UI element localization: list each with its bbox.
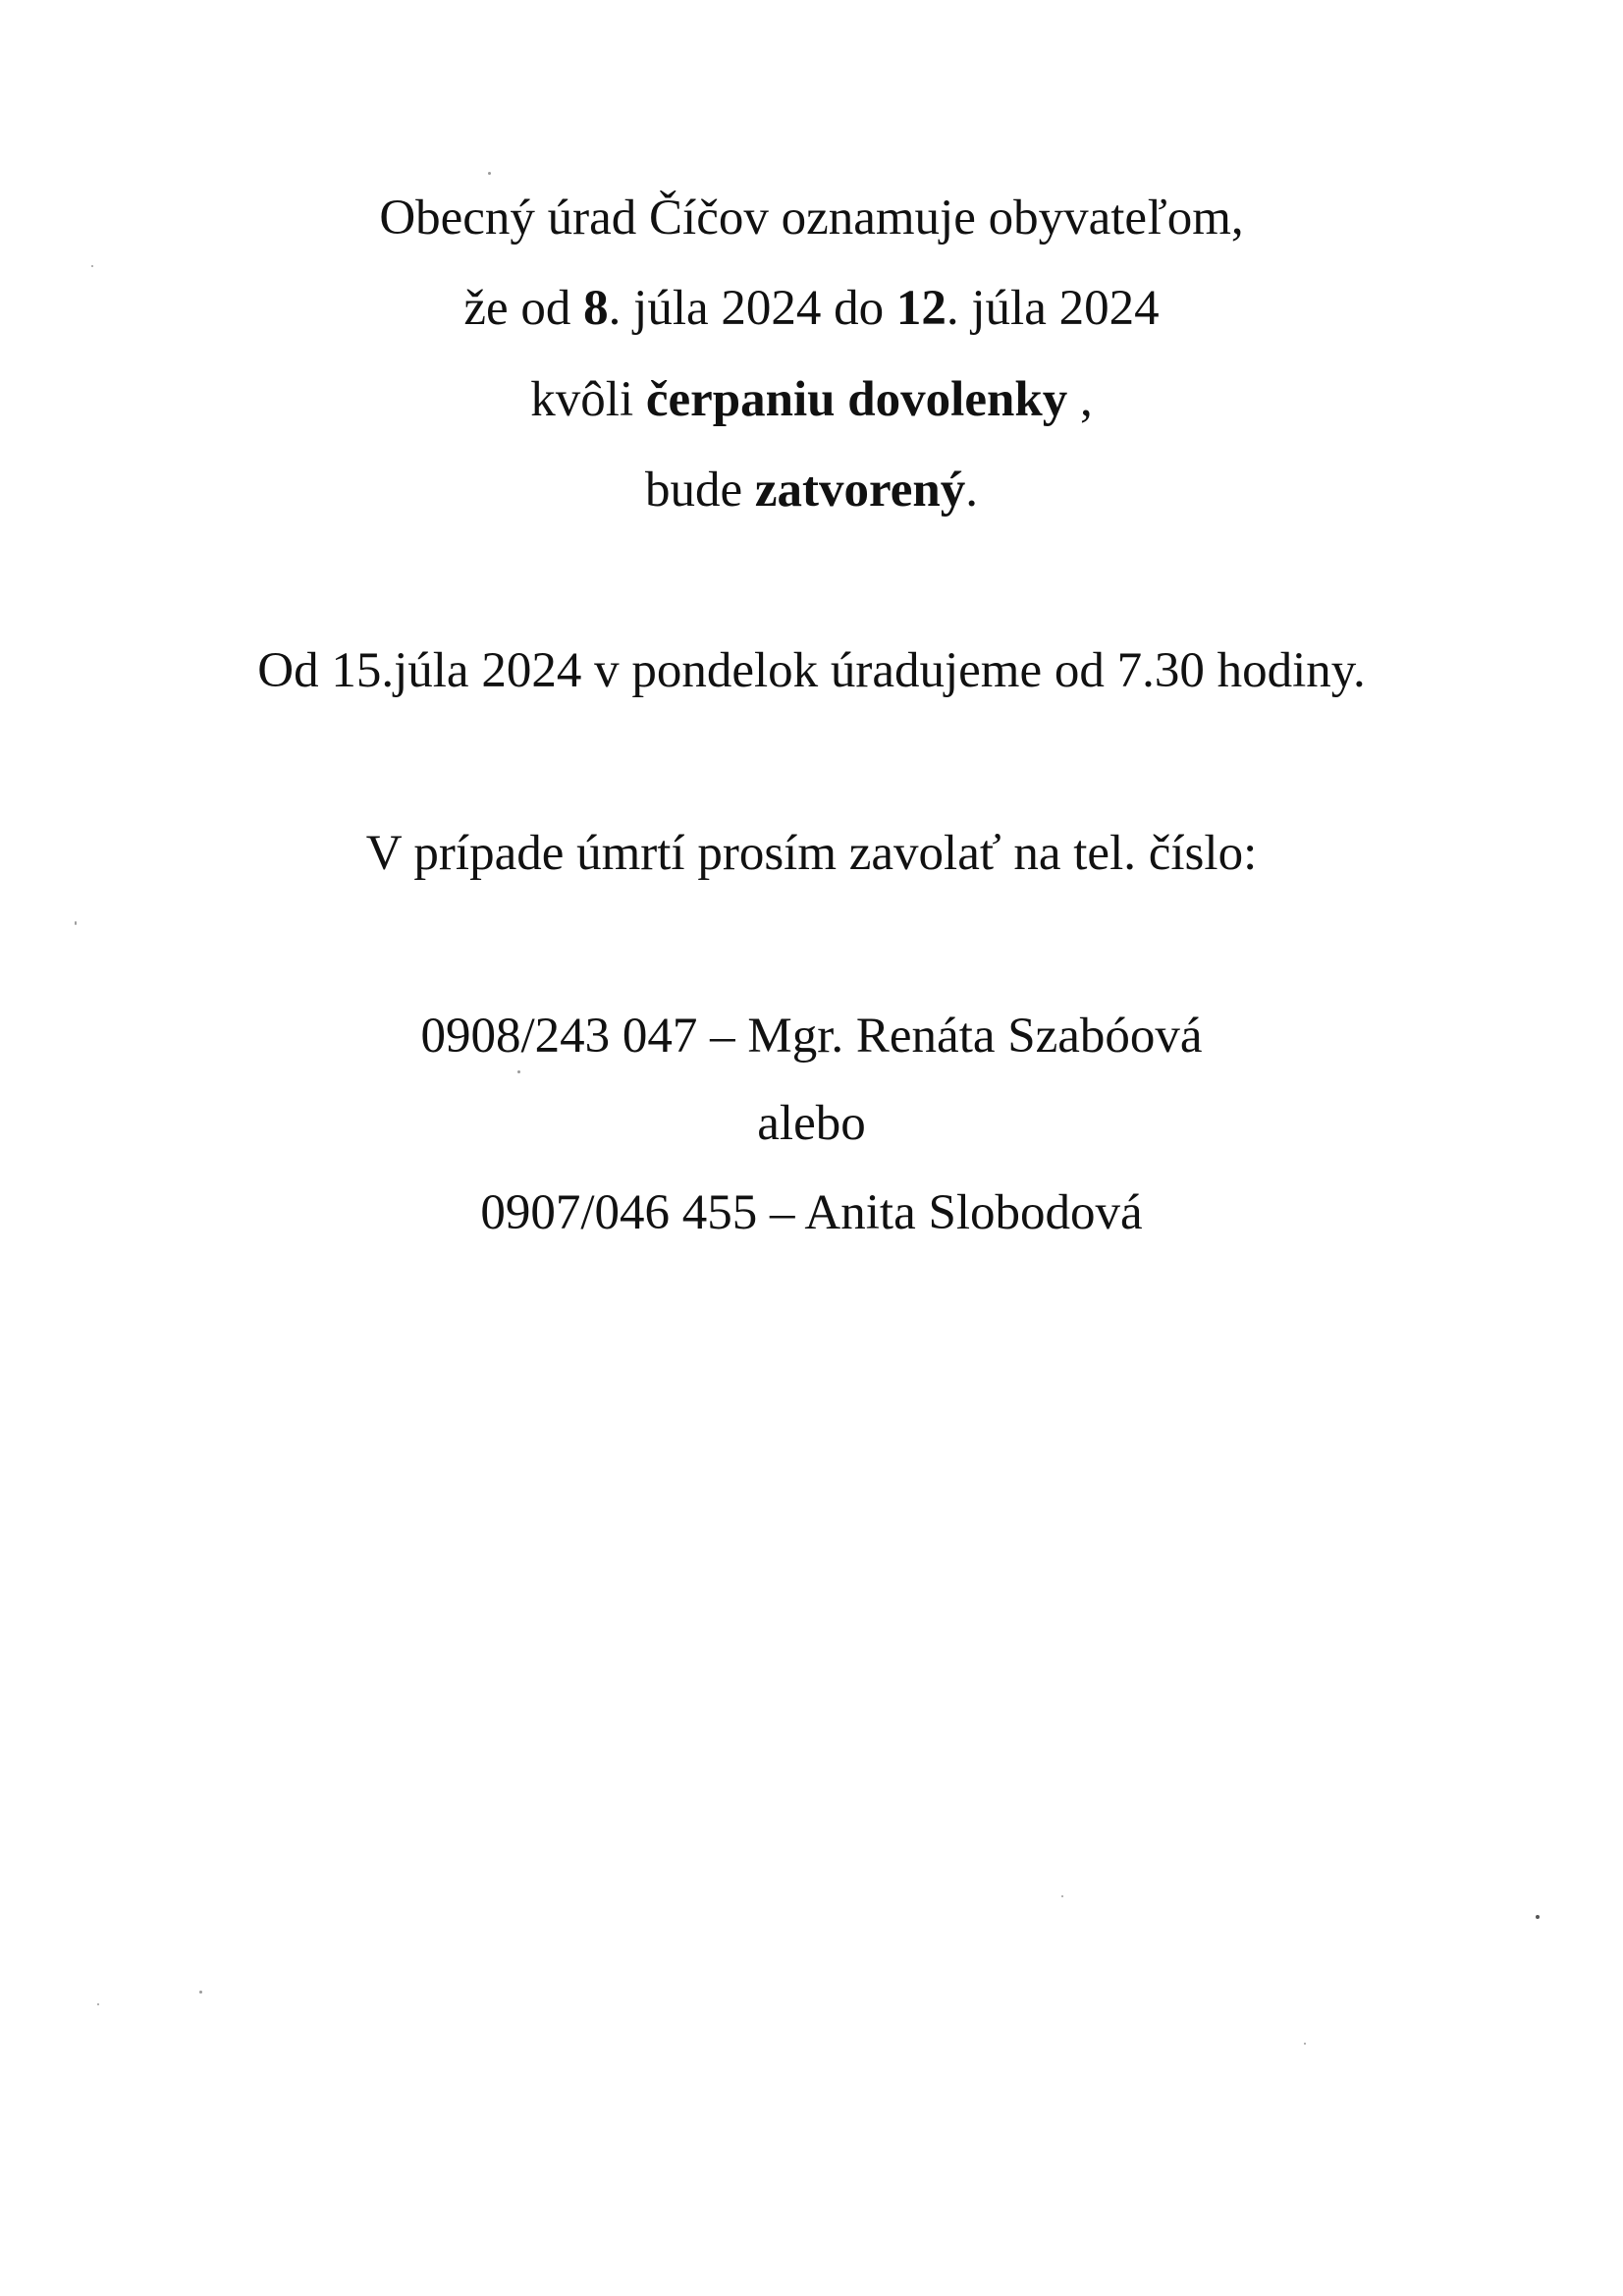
notice-line-2-text-b: . júla 2024 do <box>608 281 896 336</box>
scan-speck <box>488 172 491 175</box>
notice-line-2-text-a: že od <box>463 281 584 336</box>
notice-line-4 <box>0 461 1623 519</box>
scan-speck <box>199 1991 202 1994</box>
scan-speck <box>1304 2043 1306 2045</box>
notice-line-3-text-b: , <box>1067 372 1093 427</box>
scan-speck <box>75 921 77 925</box>
notice-line-4-text-a: bude <box>645 463 755 518</box>
notice-line-1: Obecný úrad Číčov oznamuje obyvateľom, <box>379 191 1244 246</box>
closure-status: zatvorený <box>754 463 966 518</box>
closure-reason: čerpaniu dovolenky <box>645 372 1068 427</box>
notice-line-2 <box>0 279 1623 338</box>
scan-speck <box>517 1070 520 1073</box>
contact-1: 0908/243 047 – Mgr. Renáta Szabóová <box>420 1009 1203 1064</box>
emergency-intro: V prípade úmrtí prosím zavolať na tel. číslo: <box>365 826 1258 881</box>
contact-separator: alebo <box>757 1096 866 1151</box>
scan-speck <box>97 2003 99 2005</box>
scan-speck <box>1536 1915 1540 1919</box>
date-to-day: 12 <box>895 281 947 336</box>
reopening-text: Od 15.júla 2024 v pondelok úradujeme od 7.30 hodiny. <box>257 643 1366 698</box>
date-from-day: 8 <box>583 281 609 336</box>
notice-line-2-text-c: . júla 2024 <box>946 281 1160 336</box>
notice-line-4-text-b: . <box>965 463 978 518</box>
notice-line-3-text-a: kvôli <box>530 372 646 427</box>
scan-speck <box>1061 1895 1063 1897</box>
contact-2: 0907/046 455 – Anita Slobodová <box>480 1185 1143 1240</box>
notice-line-3 <box>0 370 1623 429</box>
scan-speck <box>91 265 93 267</box>
